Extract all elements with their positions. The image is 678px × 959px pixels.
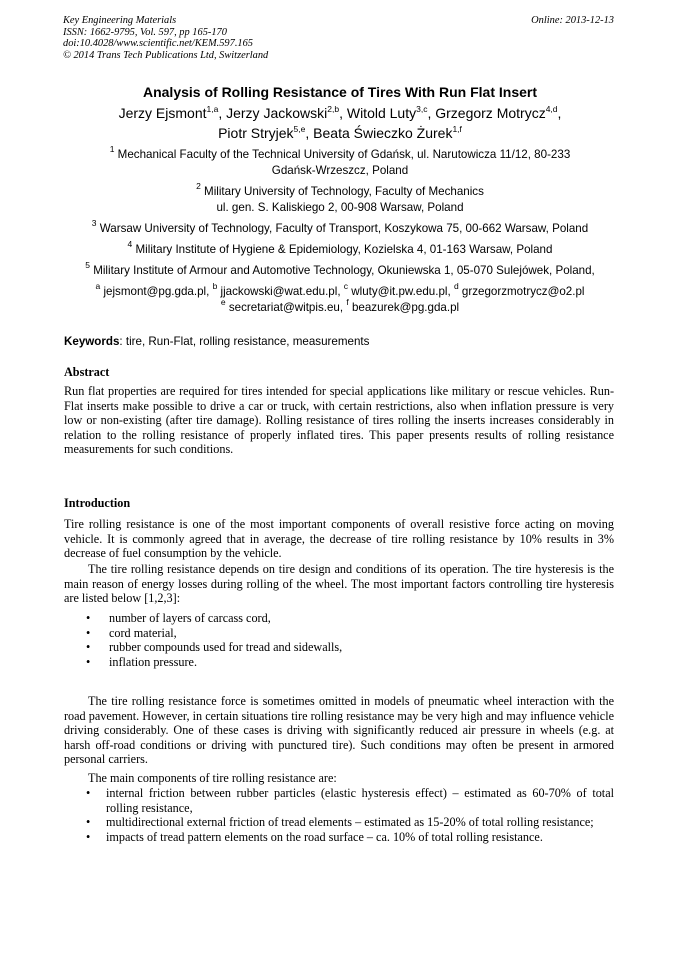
list-item: • inflation pressure. — [86, 654, 197, 669]
keywords-text: : tire, Run-Flat, rolling resistance, measurements — [119, 335, 370, 348]
email-list — [30, 281, 650, 316]
list-item: • rubber compounds used for tread and sidewalls, — [86, 640, 343, 654]
author: Witold Luty$^{3,c}$, — [346, 104, 436, 121]
bullet-icon: • — [86, 611, 91, 625]
email: $^b$ jjackowski@wat.edu.pl, — [212, 281, 341, 298]
author: Beata Świeczko Żurek$^{1,f}$ — [313, 124, 462, 141]
list-item: • impacts of tread pattern elements on the road surface – ca. 10% of total rolling resistance. — [86, 829, 543, 844]
intro-paragraph-3: The tire rolling resistance force is sometimes omitted in models of pneumatic wheel interaction with the road pavement. However, in certain situations tire rolling resistance may be very high and may influence vehicle driving considerably. One of these cases is driving with significantly reduced air pressure in wheels (e.g. at harsh off-road conditions or driving with punctured tire). Such conditions may often be present in armored personal carriers. — [64, 694, 614, 766]
email: $^c$ wluty@it.pw.edu.pl, — [343, 281, 451, 298]
paper-title: Analysis of Rolling Resistance of Tires With Run Flat Insert — [142, 84, 538, 100]
intro-paragraph-2: The tire rolling resistance depends on tire design and conditions of its operation. The tire hysteresis is the main reason of energy losses during rolling of the wheel. The most important factors controlling tire hysteresis are listed below [1,2,3]: — [64, 562, 614, 605]
email: $^d$ grzegorzmotrycz@o2.pl — [453, 281, 585, 298]
affiliation-4: $^4$ Military Institute of Hygiene & Epidemiology, Kozielska 4, 01-163 Warsaw, Poland — [127, 239, 553, 256]
intro-paragraph-1: Tire rolling resistance is one of the most important components of overall resistive force acting on moving vehicle. It is commonly agreed that in average, the decrease of tire rolling resistance by 10% results in 3% decrease of fuel consumption by the vehicle. — [64, 517, 614, 560]
email: $^a$ jejsmont@pg.gda.pl, — [95, 281, 210, 298]
online-date: Online: 2013-12-13 — [531, 15, 614, 26]
rolling-resistance-components-list — [64, 786, 614, 844]
intro-paragraph-4: The main components of tire rolling resistance are: — [88, 771, 337, 785]
author-list — [40, 103, 640, 143]
hysteresis-factor-list — [64, 611, 614, 669]
copyright-line: © 2014 Trans Tech Publications Ltd, Switzerland — [63, 49, 269, 61]
list-item: • multidirectional external friction of tread elements – estimated as 15-20% of total rolling resistance; — [86, 815, 594, 829]
author: Grzegorz Motrycz$^{4,d}$, — [435, 104, 562, 121]
bullet-icon: • — [86, 654, 91, 669]
email: $^e$ secretariat@witpis.eu, — [220, 297, 344, 314]
bullet-icon: • — [86, 786, 91, 800]
bullet-icon: • — [86, 829, 91, 844]
list-item: • internal friction between rubber particles (elastic hysteresis effect) – estimated as 60-70% of total rolling resistance, — [86, 786, 614, 815]
keywords-label: Keywords — [64, 335, 120, 348]
affiliation-1: $^1$ Mechanical Faculty of the Technical University of Gdańsk, ul. Narutowicza 11/12, 80-233 Gdańsk-Wrzeszcz, Poland — [109, 144, 571, 177]
author: Jerzy Jackowski$^{2,b}$, — [226, 104, 347, 121]
author: Jerzy Ejsmont$^{1,a}$, — [118, 104, 227, 121]
affiliation-2: $^2$ Military University of Technology, Faculty of Mechanics ul. gen. S. Kaliskiego 2, 00-908 Warsaw, Poland — [196, 181, 484, 214]
list-item: • cord material, — [86, 625, 177, 640]
affiliation-5: $^5$ Military Institute of Armour and Automotive Technology, Okuniewska 1, 05-070 Sulejówek, Poland, — [85, 260, 595, 277]
bullet-icon: • — [86, 640, 91, 654]
affiliation-3: $^3$ Warsaw University of Technology, Faculty of Transport, Koszykowa 75, 00-662 Warsaw, Poland — [91, 218, 589, 235]
email: $^f$ beazurek@pg.gda.pl — [346, 297, 460, 314]
author: Piotr Stryjek$^{5,e}$, — [218, 124, 314, 141]
bullet-icon: • — [86, 815, 91, 829]
issn-line: ISSN: 1662-9795, Vol. 597, pp 165-170 — [63, 26, 227, 38]
list-item: • number of layers of carcass cord, — [86, 611, 271, 625]
introduction-heading: Introduction — [64, 496, 131, 510]
journal-header — [63, 15, 463, 61]
abstract-heading: Abstract — [64, 365, 110, 379]
bullet-icon: • — [86, 625, 91, 640]
abstract-text: Run flat properties are required for tires intended for special applications like military or rescue vehicles. Run-Flat inserts make possible to drive a car or truck, with certain restrictions, also when inflation pressure is very low or non-existing (after tire damage). Rolling resistance of tires rolling the inserts increases considerably in relation to the rolling resistance of properly inflated tires. This paper presents results of rolling resistance measurements for such conditions. — [64, 384, 614, 456]
keywords-line — [64, 335, 614, 349]
journal-name: Key Engineering Materials — [63, 15, 177, 26]
doi-line: doi:10.4028/www.scientific.net/KEM.597.165 — [63, 38, 253, 49]
